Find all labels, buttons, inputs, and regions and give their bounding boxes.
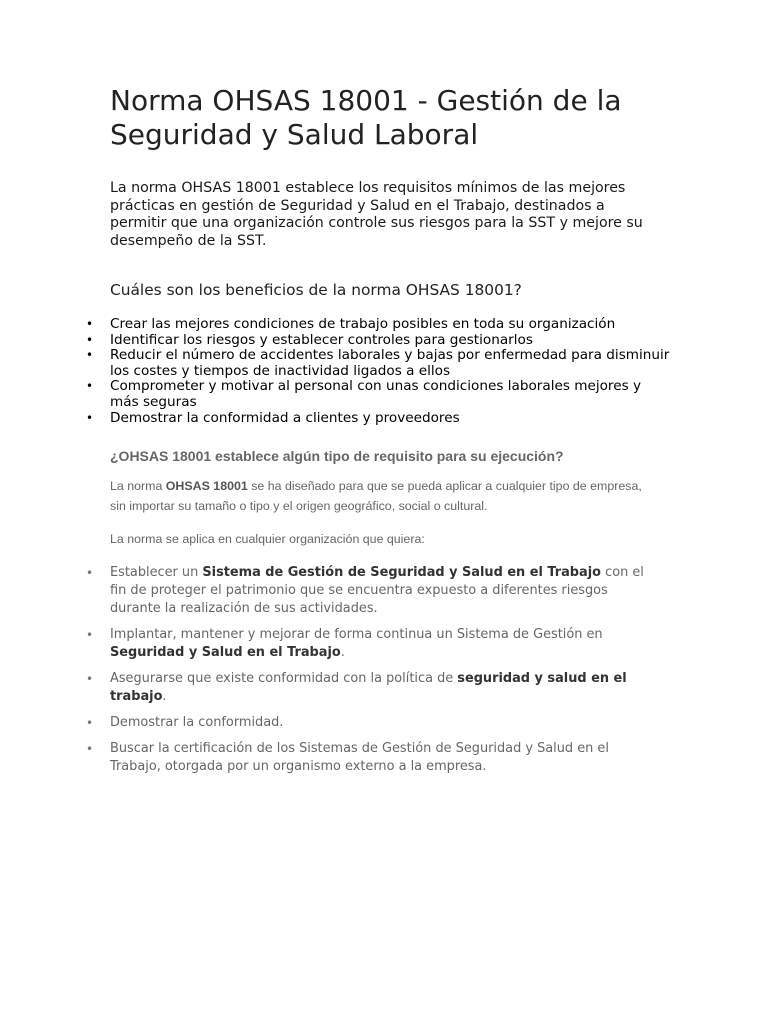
requirement-bold: Seguridad y Salud en el Trabajo [110, 645, 341, 660]
benefit-item: • Comprometer y motivar al personal con unas condiciones laborales mejores y más seguras [110, 379, 670, 410]
requirement-item [110, 564, 660, 618]
intro-paragraph: La norma OHSAS 18001 establece los requisitos mínimos de las mejores prácticas en gestión de Seguridad y Salud en el Trabajo, destinados a permitir que una organización controle sus riesgos para la SST y mejore su desempeño de la SST. [110, 180, 643, 249]
requirements-list [110, 564, 660, 784]
requirement-text: Establecer un [110, 565, 203, 580]
answer-prefix: La norma [110, 479, 166, 493]
applies-paragraph: La norma se aplica en cualquier organización que quiera: [110, 532, 425, 546]
requirement-text: Implantar, mantener y mejorar de forma continua un Sistema de Gestión en [110, 627, 603, 642]
requirement-text: . [340, 645, 345, 660]
answer-suffix: se ha diseñado para que se pueda aplicar a cualquier tipo de empresa, sin importar su tamaño o tipo y el origen geográfico, social o cultural. [110, 479, 642, 513]
requirement-text: Demostrar la conformidad. [110, 715, 284, 730]
requirement-text: Buscar la certificación de los Sistemas de Gestión de Seguridad y Salud en el Trabajo, otorgada por un organismo externo a la empresa. [110, 741, 609, 774]
answer-paragraph [110, 476, 650, 516]
benefits-heading: Cuáles son los beneficios de la norma OHSAS 18001? [110, 281, 522, 299]
document-title: Norma OHSAS 18001 - Gestión de la Seguridad y Salud Laboral [110, 84, 622, 151]
benefit-item: • Identificar los riesgos y establecer controles para gestionarlos [110, 333, 670, 349]
requirement-bold: seguridad y salud en el trabajo [110, 671, 627, 704]
benefit-item: • Crear las mejores condiciones de trabajo posibles en toda su organización [110, 317, 670, 333]
requirement-item [110, 740, 660, 776]
benefit-item: • Reducir el número de accidentes laborales y bajas por enfermedad para disminuir los costes y tiempos de inactividad ligados a ellos [110, 348, 670, 379]
requirement-text: Asegurarse que existe conformidad con la política de [110, 671, 458, 686]
requirement-item [110, 714, 660, 732]
requirement-item [110, 670, 660, 706]
requirement-item [110, 626, 660, 662]
requirement-bold: Sistema de Gestión de Seguridad y Salud en el Trabajo [202, 565, 602, 580]
requirement-text: con el fin de proteger el patrimonio que se encuentra expuesto a diferentes riesgos durante la realización de sus actividades. [110, 565, 644, 616]
question-heading: ¿OHSAS 18001 establece algún tipo de requisito para su ejecución? [110, 448, 564, 464]
benefits-list [110, 317, 670, 426]
benefit-item: • Demostrar la conformidad a clientes y proveedores [110, 411, 670, 427]
requirement-text: . [162, 689, 167, 704]
answer-bold: OHSAS 18001 [165, 479, 248, 493]
